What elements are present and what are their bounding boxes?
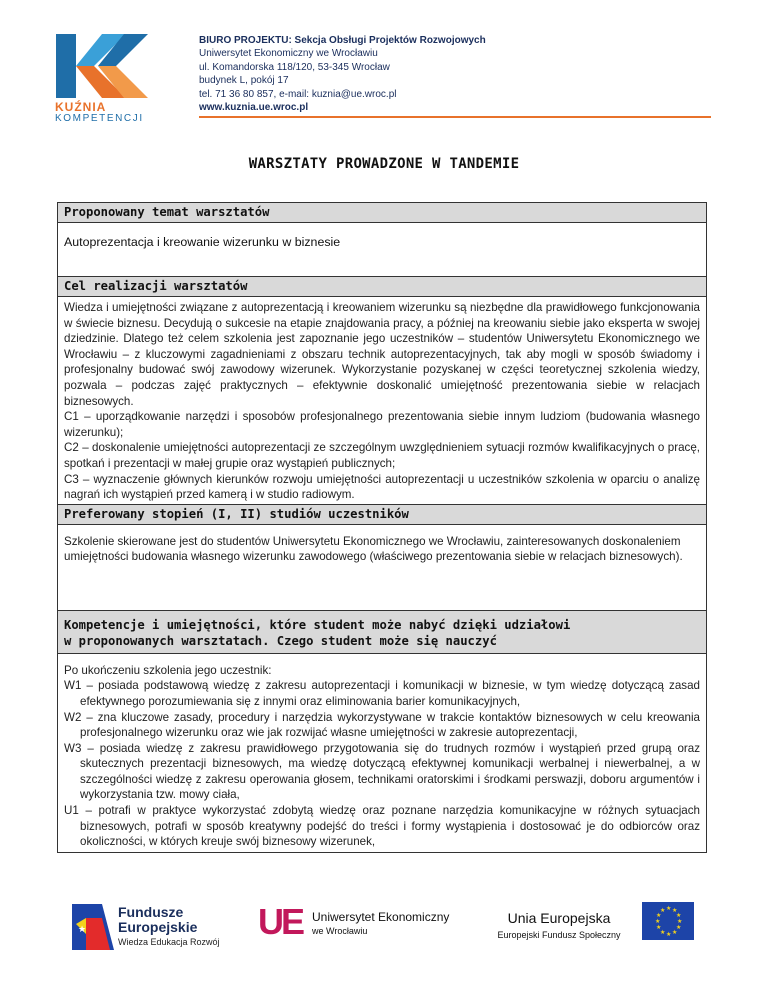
ue-logo-mark <box>258 902 302 942</box>
svg-text:★: ★ <box>656 912 662 919</box>
footer-logos <box>0 896 768 956</box>
skills-header-line: Kompetencje i umiejętności, które student może nabyć dzięki udziałowi <box>64 617 571 632</box>
svg-text:★: ★ <box>666 931 672 938</box>
office-line: Uniwersytet Ekonomiczny we Wrocławiu <box>199 48 378 60</box>
skills-header <box>58 611 706 654</box>
office-line: tel. 71 36 80 857, e-mail: kuznia@ue.wroc.pl <box>199 88 397 100</box>
office-website[interactable]: www.kuznia.ue.wroc.pl <box>199 102 309 114</box>
svg-text:★: ★ <box>677 918 683 925</box>
fe-line2: Europejskie <box>118 919 198 935</box>
brand-name: KUŹNIA <box>55 100 107 114</box>
ue-line2: we Wrocławiu <box>312 926 368 936</box>
goal-c2: C2 – doskonalenie umiejętności autoprezentacji ze szczególnym uwzględnieniem sytuacji rozmów kwalifikacyjnych o pracę, spotkań i prezentacji w małej grupie oraz wystąpień publicznych; <box>64 441 700 470</box>
goal-c1: C1 – uporządkowanie narzędzi i sposobów profesjonalnego prezentowania siebie innym ludziom (budowania własnego wizerunku); <box>64 410 700 439</box>
svg-text:★: ★ <box>672 929 678 936</box>
goal-intro: Wiedza i umiejętności związane z autoprezentacją i kreowaniem wizerunku są niezbędne dla prawidłowego funkcjonowania w świecie biznesu. Decydują o sukcesie na etapie znajdowania pracy, a później na kreowaniu siebie jako eksperta w swojej dziedzinie. Dlatego też celem szkolenia jest zapoznanie jego uczestników – studentów Uniwersytetu Ekonomicznego we Wrocławiu – z kluczowymi zagadnieniami z obszaru technik autoprezentacyjnych, tak aby mogli w sposób świadomy i profesjonalny budować swój zawodowy wizerunek. Wykorzystanie pozyskanej w części teoretycznej szkolenia wiedzy, pozwala – podczas zajęć praktycznych – efektywnie doskonalić umiejętność prezentowania siebie w relacjach biznesowych. <box>64 301 700 408</box>
project-office-info <box>199 34 486 114</box>
office-title: BIURO PROJEKTU: Sekcja Obsługi Projektów Rozwojowych <box>199 35 486 46</box>
degree-value: Szkolenie skierowane jest do studentów Uniwersytetu Ekonomicznego we Wrocławiu, zainteresowanych doskonaleniem umiejętności budowania własnego wizerunku zawodowego (właściwego prezentowania siebie w relacjach biznesowych). <box>58 525 706 611</box>
ue-mark: UE <box>258 901 303 942</box>
goal-c3: C3 – wyznaczenie głównych kierunków rozwoju umiejętności autoprezentacji u uczestników szkolenia w oparciu o analizę nagrań ich wystąpień przed kamerą i w studio radiowym. <box>64 472 700 502</box>
skills-intro: Po ukończeniu szkolenia jego uczestnik: <box>64 663 272 677</box>
page-title: WARSZTATY PROWADZONE W TANDEMIE <box>248 156 520 172</box>
workshop-table <box>57 202 707 853</box>
skill-item: W1 – posiada podstawową wiedzę z zakresu autoprezentacji i komunikacji w biznesie, w tym wiedzę dotyczącą zasad efektywnego porozumiewania się z innymi oraz eliminowania barier komunikacyjnych, <box>64 679 700 708</box>
svg-text:★: ★ <box>660 929 666 936</box>
skills-content <box>58 654 706 852</box>
svg-text:★: ★ <box>676 924 682 931</box>
topic-value: Autoprezentacja i kreowanie wizerunku w biznesie <box>58 223 706 277</box>
fe-line3: Wiedza Edukacja Rozwój <box>118 937 220 947</box>
header-divider <box>199 116 711 118</box>
office-line: ul. Komandorska 118/120, 53-345 Wrocław <box>199 61 390 73</box>
svg-text:★: ★ <box>78 925 87 935</box>
skill-item: W2 – zna kluczowe zasady, procedury i narzędzia wykorzystywane w trakcie kontaktów biznesowych w celu kreowania profesjonalnego wizerunku oraz wie jak rozwijać własne umiejętności w zakresie autoprezentacji, <box>64 710 700 740</box>
brand-sub: KOMPETENCJI <box>55 113 144 124</box>
fundusze-europejskie-icon <box>72 904 114 950</box>
skill-item: W3 – posiada wiedzę z zakresu prawidłowego przygotowania się do trudnych rozmów i wystąpień przed grupą oraz skutecznych prezentacji biznesowych, ma wiedzę dotyczącą efektywnej komunikacji werbalnej i niewerbalnej, a w szczególności wiedzę z zakresu operowania głosem, technikami oratorskimi i środkami perswazji, doboru argumentów i wykorzystania tzw. mowy ciała, <box>64 741 700 802</box>
svg-text:★: ★ <box>660 907 666 914</box>
goal-header: Cel realizacji warsztatów <box>58 277 706 297</box>
office-line: budynek L, pokój 17 <box>199 75 289 87</box>
svg-text:★: ★ <box>666 905 672 912</box>
svg-text:★: ★ <box>676 912 682 919</box>
goal-content <box>58 297 706 505</box>
topic-header: Proponowany temat warsztatów <box>58 203 706 223</box>
eu-flag-icon <box>642 902 694 940</box>
fe-line1: Fundusze <box>118 904 184 920</box>
svg-text:★: ★ <box>656 924 662 931</box>
ue-line1: Uniwersytet Ekonomiczny <box>312 910 450 924</box>
degree-header: Preferowany stopień (I, II) studiów uczestników <box>58 505 706 525</box>
skills-header-line: w proponowanych warsztatach. Czego student może się nauczyć <box>64 633 497 648</box>
eu-line1: Unia Europejska <box>507 910 611 926</box>
skill-item: U1 – potrafi w praktyce wykorzystać zdobytą wiedzę oraz poznane narzędzia komunikacyjne w różnych sytuacjach biznesowych, potrafi w sposób kreatywny podejść do treści i formy wystąpienia i dostosować je do odbiorców oraz okoliczności, w których kreuje swój biznesowy wizerunek, <box>64 804 700 849</box>
svg-text:★: ★ <box>655 918 661 925</box>
svg-text:★: ★ <box>672 907 678 914</box>
eu-line2: Europejski Fundusz Społeczny <box>497 930 621 940</box>
